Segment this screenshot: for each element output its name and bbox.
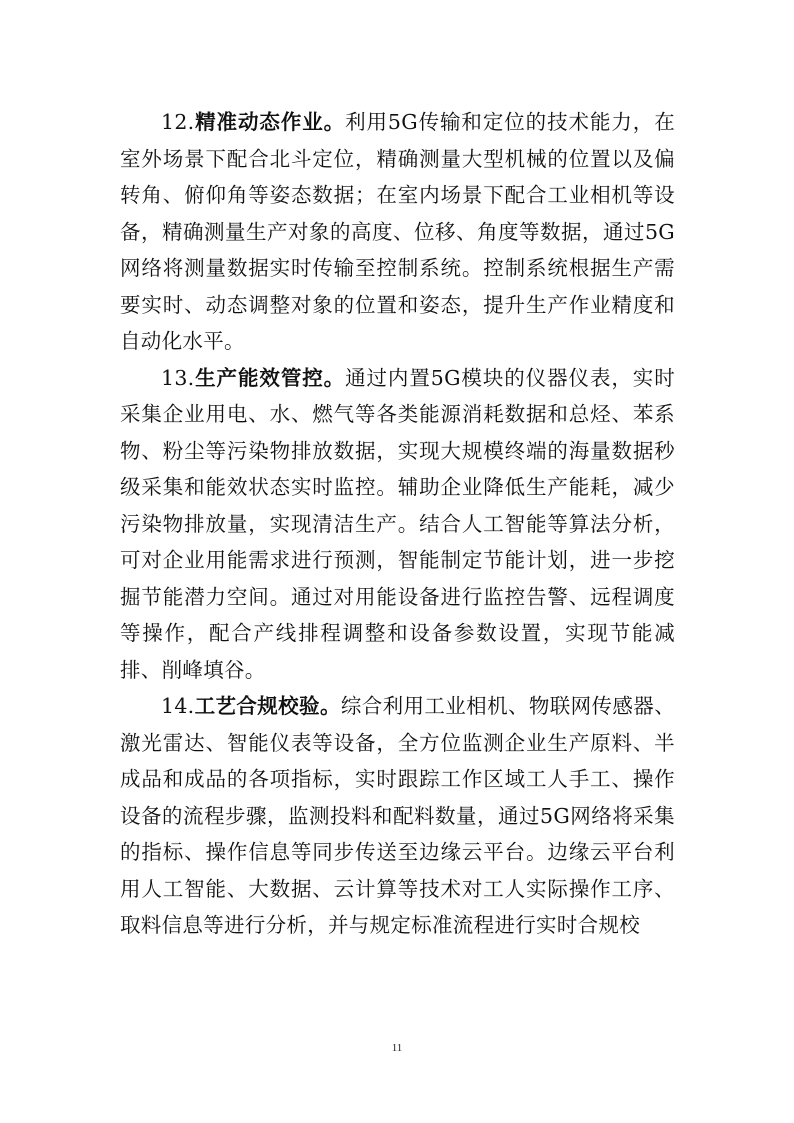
section-12-body: 利用5G传输和定位的技术能力，在室外场景下配合北斗定位，精确测量大型机械的位置以及偏转角、俯仰角等姿态数据；在室内场景下配合工业相机等设备，精确测量生产对象的高度、位移、角度等数据，通过5G网络将测量数据实时传输至控制系统。控制系统根据生产需要实时、动态调整对象的位置和姿态，提升生产作业精度和自动化水平。 xyxy=(120,110,676,353)
section-12-number: 12. xyxy=(161,110,195,134)
page-number: 11 xyxy=(391,1042,403,1054)
section-14-title: 工艺合规校验。 xyxy=(194,694,341,718)
section-12-paragraph xyxy=(120,104,675,360)
section-13-number: 13. xyxy=(161,365,195,390)
section-14-paragraph xyxy=(120,688,675,944)
section-14-number: 14. xyxy=(161,694,195,718)
section-13-title: 生产能效管控。 xyxy=(194,365,346,390)
section-14-body: 综合利用工业相机、物联网传感器、激光雷达、智能仪表等设备，全方位监测企业生产原料、半成品和成品的各项指标，实时跟踪工作区域工人手工、操作设备的流程步骤，监测投料和配料数量，通过5G网络将采集的指标、操作信息等同步传送至边缘云平台。边缘云平台利用人工智能、大数据、云计算等技术对工人实际操作工序、取料信息等进行分析，并与规定标准流程进行实时合规校 xyxy=(120,694,675,937)
document-body xyxy=(120,104,675,944)
section-13-paragraph xyxy=(120,360,675,689)
section-13-body: 通过内置5G模块的仪器仪表，实时采集企业用电、水、燃气等各类能源消耗数据和总烃、苯系物、粉尘等污染物排放数据，实现大规模终端的海量数据秒级采集和能效状态实时监控。辅助企业降低生产能耗，减少污染物排放量，实现清洁生产。结合人工智能等算法分析，可对企业用能需求进行预测，智能制定节能计划，进一步挖掘节能潜力空间。通过对用能设备进行监控告警、远程调度等操作，配合产线排程调整和设备参数设置，实现节能减排、削峰填谷。 xyxy=(120,365,676,682)
section-12-title: 精准动态作业。 xyxy=(194,110,346,134)
